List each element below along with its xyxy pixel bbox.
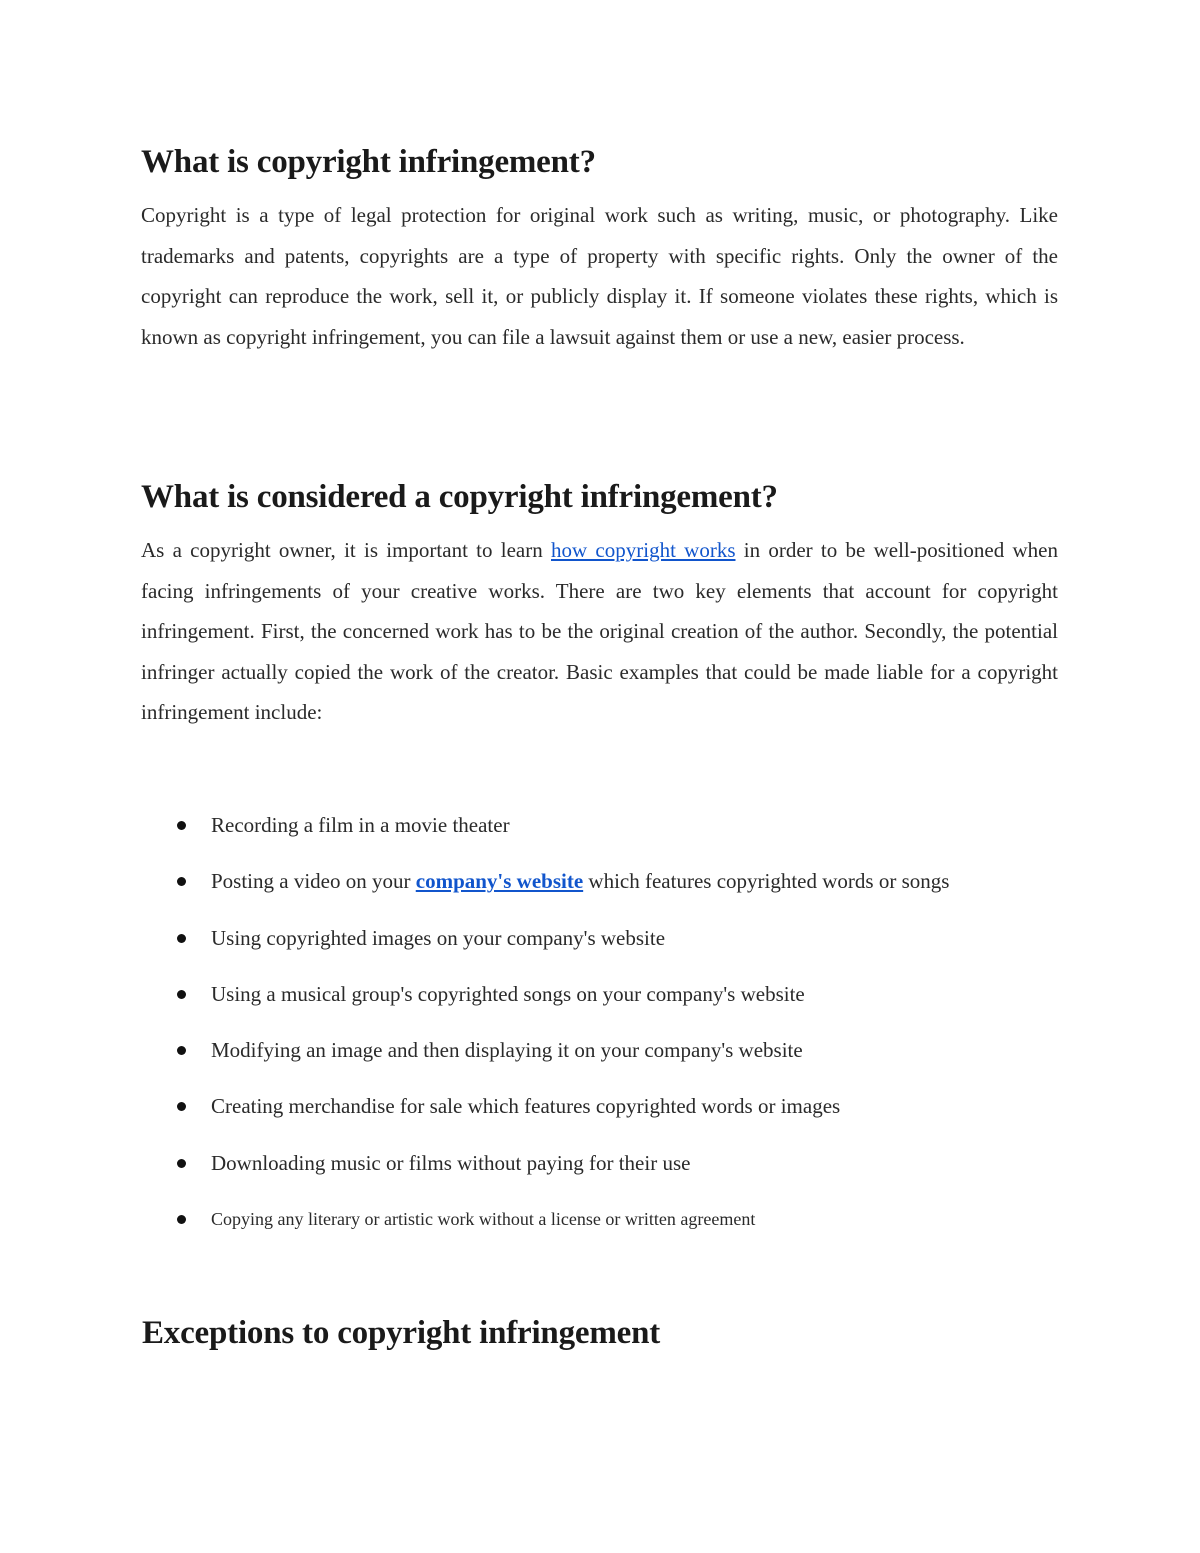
list-item [141, 853, 1058, 909]
bullet-icon [177, 821, 186, 830]
list-item [141, 1135, 1058, 1191]
list-item-text-start: Posting a video on your [211, 869, 416, 894]
bullet-icon [177, 1159, 186, 1168]
list-item-text: Downloading music or films without paying for their use [211, 1150, 691, 1175]
list-item-text: Copying any literary or artistic work without a license or written agreement [211, 1209, 756, 1230]
list-item [141, 910, 1058, 966]
bullet-icon [177, 934, 186, 943]
list-item-text-end: which features copyrighted words or songs [583, 869, 950, 894]
section-heading-exceptions: Exceptions to copyright infringement [142, 1315, 661, 1351]
list-item [141, 1191, 1058, 1247]
list-item-text: Using copyrighted images on your company's website [211, 925, 666, 950]
section-heading-what-is-infringement: What is copyright infringement? [141, 144, 596, 180]
how-copyright-works-link[interactable]: how copyright works [551, 538, 736, 562]
list-item [141, 1022, 1058, 1078]
considered-paragraph-text-start: As a copyright owner, it is important to learn [141, 538, 551, 562]
list-item-text: Using a musical group's copyrighted songs on your company's website [211, 981, 805, 1006]
examples-list [141, 797, 1058, 1247]
bullet-icon [177, 990, 186, 999]
list-item-text: Recording a film in a movie theater [211, 813, 510, 837]
considered-paragraph [141, 530, 1058, 733]
intro-paragraph: Copyright is a type of legal protection for original work such as writing, music, or photography. Like trademarks and patents, copyrights are a type of property with specific rights. Only the owner of the copyright can reproduce the work, sell it, or publicly display it. If someone violates these rights, which is known as copyright infringement, you can file a lawsuit against them or use a new, easier process. [141, 203, 1058, 349]
bullet-icon [177, 1046, 186, 1055]
bullet-icon [177, 1215, 186, 1224]
company-website-link[interactable]: company's website [415, 869, 584, 894]
list-item [141, 1078, 1058, 1134]
section-heading-what-is-considered: What is considered a copyright infringement? [141, 479, 778, 515]
list-item-text: Creating merchandise for sale which features copyrighted words or images [211, 1094, 841, 1119]
list-item [141, 797, 1058, 853]
bullet-icon [177, 1102, 186, 1111]
list-item-text: Modifying an image and then displaying it on your company's website [211, 1038, 803, 1063]
considered-paragraph-text-end: in order to be well-positioned when facing infringements of your creative works. There are two key elements that account for copyright infringement. First, the concerned work has to be the original creation of the author. Secondly, the potential infringer actually copied the work of the creator. Basic examples that could be made liable for a copyright infringement include: [141, 538, 1058, 725]
list-item [141, 966, 1058, 1022]
bullet-icon [177, 877, 186, 886]
